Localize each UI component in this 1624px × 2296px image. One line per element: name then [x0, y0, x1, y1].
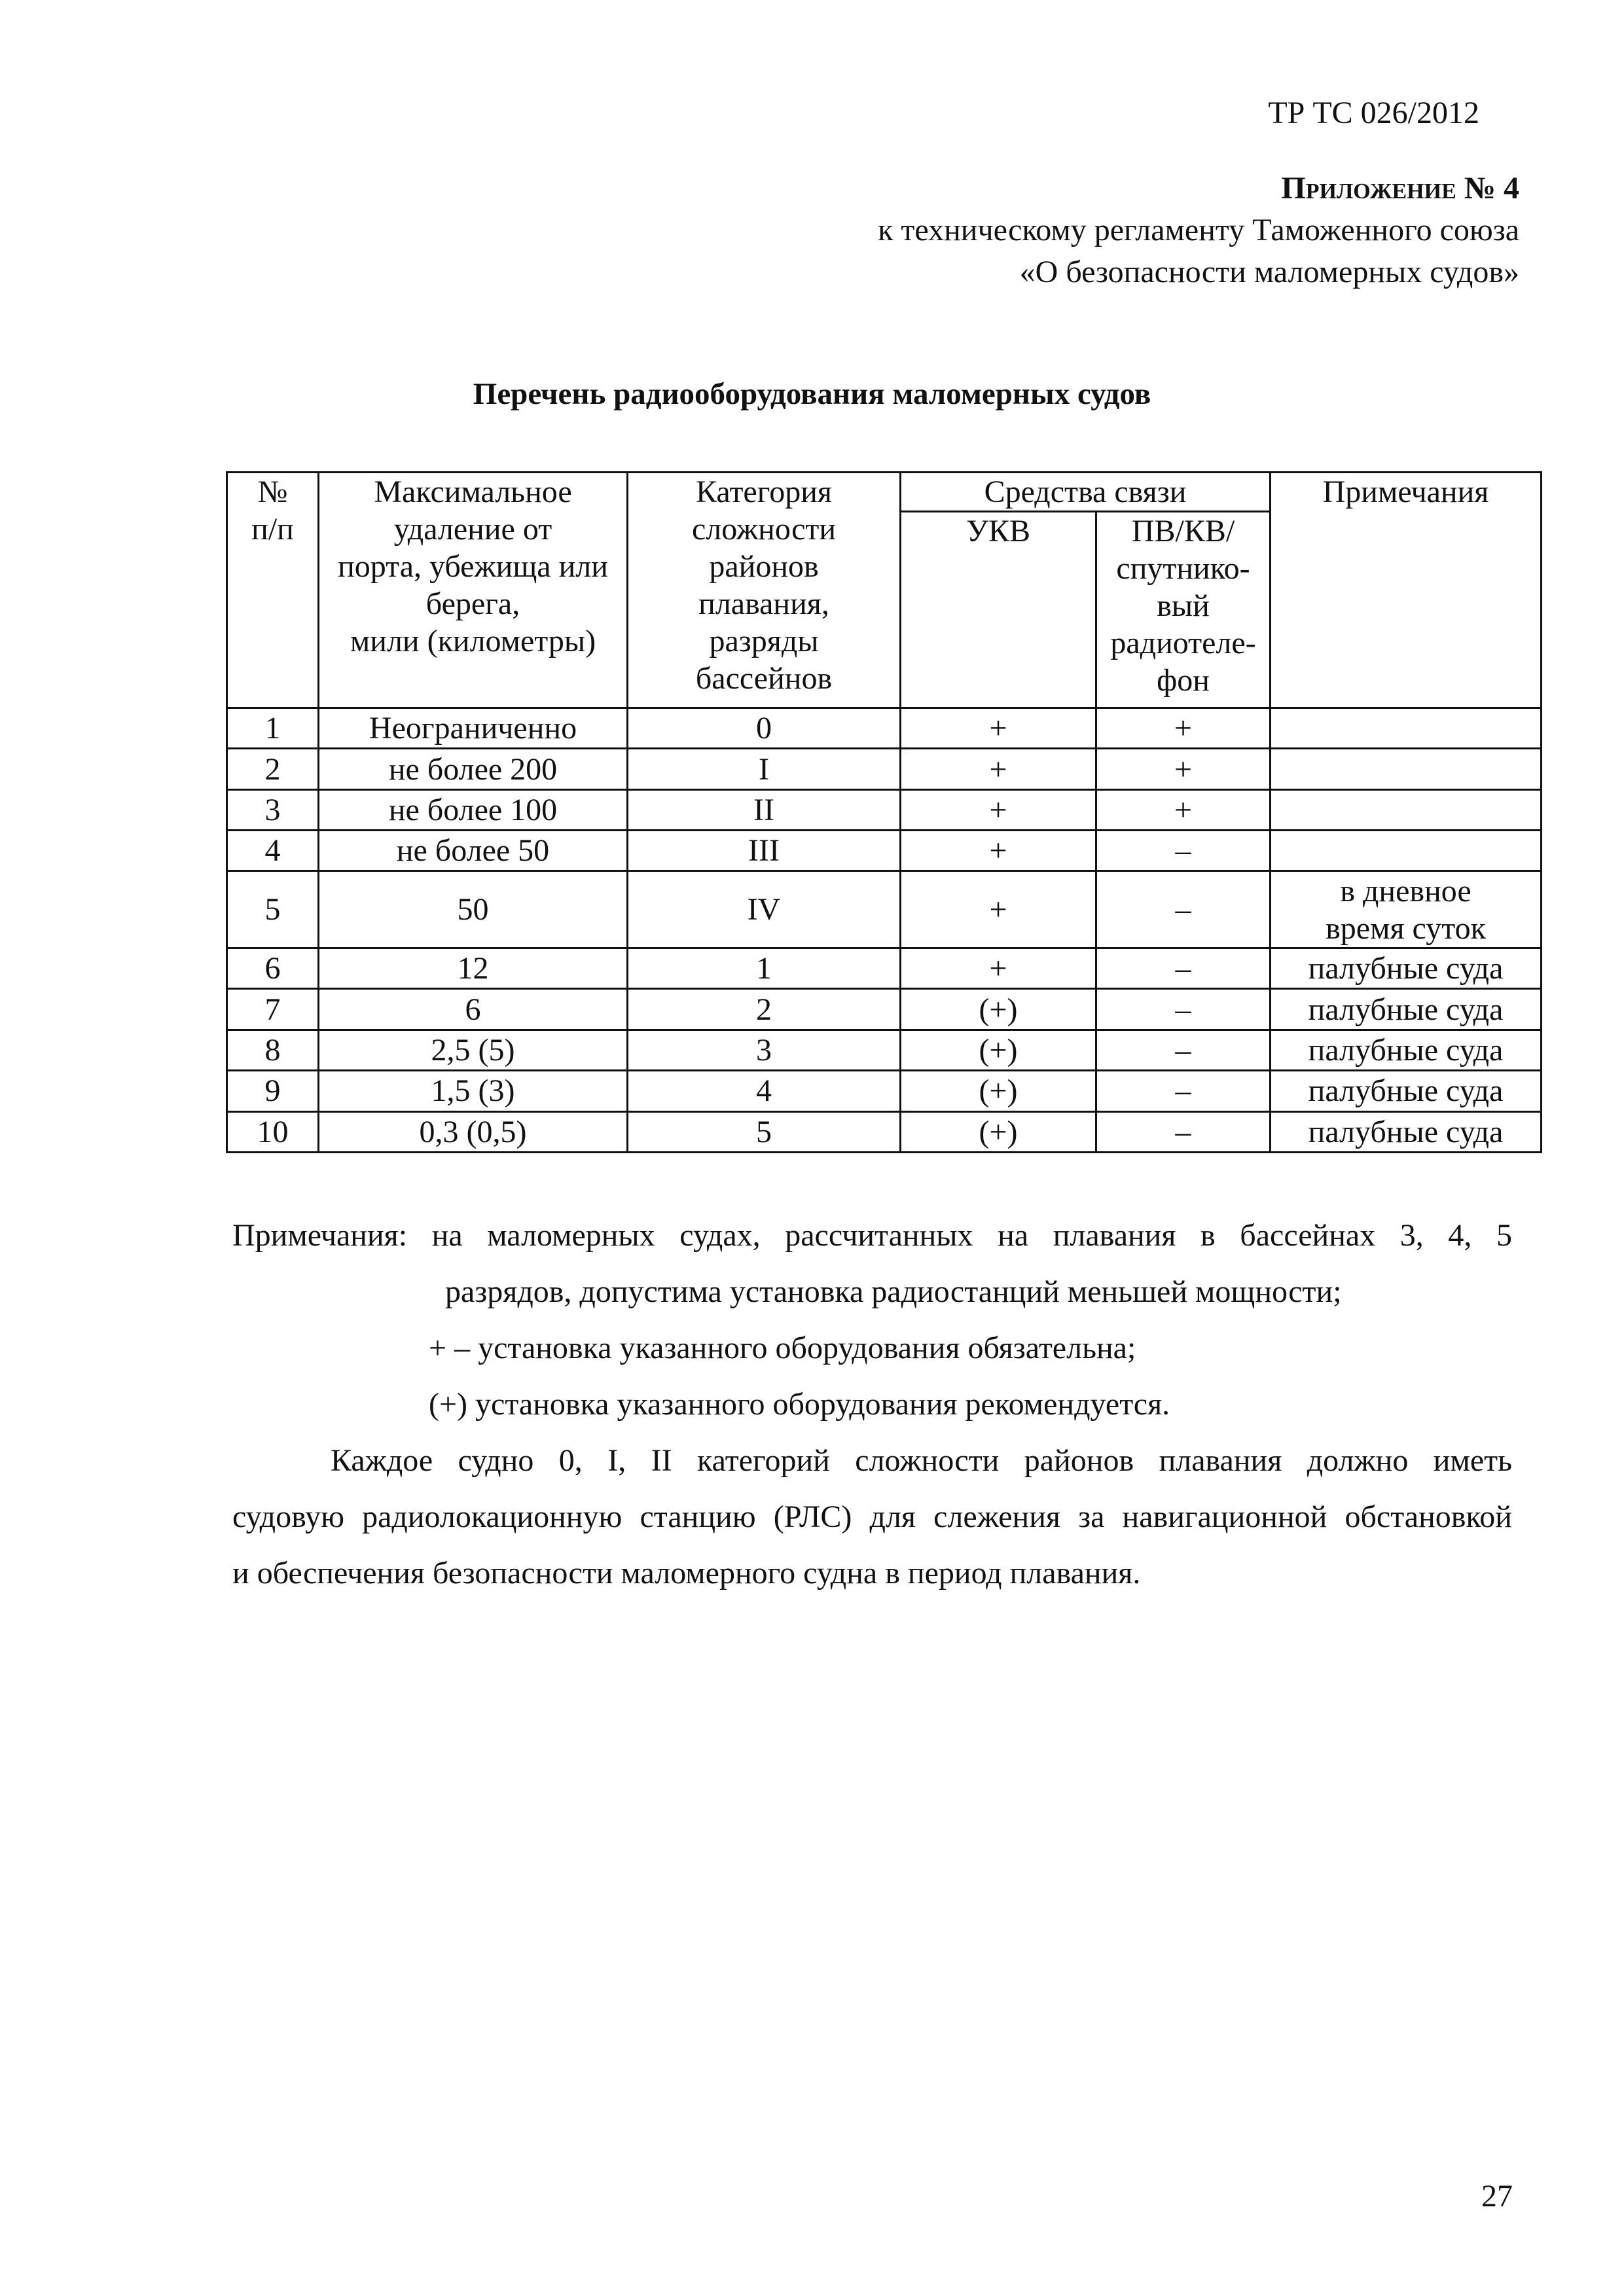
cell-notes: палубные суда: [1271, 1030, 1542, 1070]
notes-line-1: Примечания: на маломерных судах, рассчитанных на плавания в бассейнах 3, 4, 5: [232, 1218, 1512, 1253]
cell-notes: [1271, 708, 1542, 749]
cell-hf: +: [1096, 789, 1271, 830]
cell-vhf: (+): [901, 989, 1096, 1030]
cell-distance: 50: [319, 871, 628, 948]
cell-num: 5: [227, 871, 319, 948]
cell-distance: 0,3 (0,5): [319, 1111, 628, 1152]
table-row: [227, 708, 1542, 749]
cell-distance: не более 50: [319, 831, 628, 871]
cell-vhf: +: [901, 948, 1096, 989]
table-title: Перечень радиооборудования маломерных судов: [473, 377, 1151, 411]
cell-vhf: +: [901, 749, 1096, 789]
document-code: ТР ТС 026/2012: [1268, 96, 1479, 130]
header-distance: Максимальное удаление от порта, убежища или берега, мили (километры): [319, 473, 628, 708]
table-row: [227, 1030, 1542, 1070]
cell-vhf: +: [901, 871, 1096, 948]
cell-hf: –: [1096, 831, 1271, 871]
paragraph-line-2: судовую радиолокационную станцию (РЛС) для слежения за навигационной обстановкой: [232, 1499, 1512, 1534]
table-row: [227, 1071, 1542, 1111]
table-row: [227, 1111, 1542, 1152]
cell-hf: –: [1096, 871, 1271, 948]
cell-notes: [1271, 749, 1542, 789]
table-row: [227, 789, 1542, 830]
table-row: [227, 989, 1542, 1030]
cell-hf: +: [1096, 749, 1271, 789]
cell-num: 10: [227, 1111, 319, 1152]
cell-category: IV: [628, 871, 901, 948]
cell-distance: не более 200: [319, 749, 628, 789]
radio-equipment-table: [226, 471, 1542, 1153]
header-hf-satellite: ПВ/КВ/ спутнико- вый радиотеле- фон: [1096, 512, 1271, 708]
cell-notes: палубные суда: [1271, 1111, 1542, 1152]
header-number: № п/п: [227, 473, 319, 708]
cell-notes: [1271, 831, 1542, 871]
cell-hf: –: [1096, 1071, 1271, 1111]
cell-vhf: +: [901, 708, 1096, 749]
cell-category: II: [628, 789, 901, 830]
cell-hf: –: [1096, 1111, 1271, 1152]
cell-vhf: +: [901, 789, 1096, 830]
cell-num: 3: [227, 789, 319, 830]
page-number: 27: [1481, 2179, 1513, 2214]
notes-line-3: + – установка указанного оборудования обязательна;: [429, 1331, 1136, 1365]
cell-num: 9: [227, 1071, 319, 1111]
cell-distance: 6: [319, 989, 628, 1030]
cell-category: III: [628, 831, 901, 871]
cell-distance: 2,5 (5): [319, 1030, 628, 1070]
cell-hf: +: [1096, 708, 1271, 749]
cell-num: 8: [227, 1030, 319, 1070]
notes-line-2: разрядов, допустима установка радиостанций меньшей мощности;: [445, 1274, 1342, 1309]
cell-distance: 12: [319, 948, 628, 989]
header-communications: Средства связи: [901, 473, 1271, 512]
paragraph-line-1: Каждое судно 0, I, II категорий сложности районов плавания должно иметь: [331, 1443, 1512, 1478]
table-row: [227, 948, 1542, 989]
cell-num: 1: [227, 708, 319, 749]
cell-hf: –: [1096, 989, 1271, 1030]
table-row: [227, 831, 1542, 871]
cell-vhf: (+): [901, 1030, 1096, 1070]
cell-category: 0: [628, 708, 901, 749]
cell-distance: Неограниченно: [319, 708, 628, 749]
paragraph-line-3: и обеспечения безопасности маломерного судна в период плавания.: [232, 1556, 1141, 1590]
cell-category: 2: [628, 989, 901, 1030]
cell-num: 4: [227, 831, 319, 871]
cell-category: 4: [628, 1071, 901, 1111]
cell-notes: в дневное время суток: [1271, 871, 1542, 948]
header-category: Категория сложности районов плавания, разряды бассейнов: [628, 473, 901, 708]
cell-vhf: (+): [901, 1111, 1096, 1152]
notes-line-4: (+) установка указанного оборудования рекомендуется.: [429, 1387, 1170, 1422]
cell-notes: палубные суда: [1271, 1071, 1542, 1111]
cell-category: 3: [628, 1030, 901, 1070]
cell-vhf: +: [901, 831, 1096, 871]
cell-num: 6: [227, 948, 319, 989]
annex-subtitle-line2: «О безопасности маломерных судов»: [1019, 255, 1519, 289]
cell-hf: –: [1096, 948, 1271, 989]
cell-hf: –: [1096, 1030, 1271, 1070]
cell-vhf: (+): [901, 1071, 1096, 1111]
cell-category: I: [628, 749, 901, 789]
table-row: [227, 871, 1542, 948]
annex-title: Приложение № 4: [1281, 171, 1519, 206]
cell-notes: [1271, 789, 1542, 830]
table-row: [227, 749, 1542, 789]
cell-category: 5: [628, 1111, 901, 1152]
cell-category: 1: [628, 948, 901, 989]
annex-subtitle-line1: к техническому регламенту Таможенного союза: [878, 213, 1519, 247]
cell-notes: палубные суда: [1271, 948, 1542, 989]
header-notes: Примечания: [1271, 473, 1542, 708]
cell-num: 7: [227, 989, 319, 1030]
cell-notes: палубные суда: [1271, 989, 1542, 1030]
cell-num: 2: [227, 749, 319, 789]
annex-heading: [878, 168, 1519, 293]
header-vhf: УКВ: [901, 512, 1096, 708]
cell-distance: не более 100: [319, 789, 628, 830]
notes-block: [232, 1208, 1512, 1602]
cell-distance: 1,5 (3): [319, 1071, 628, 1111]
